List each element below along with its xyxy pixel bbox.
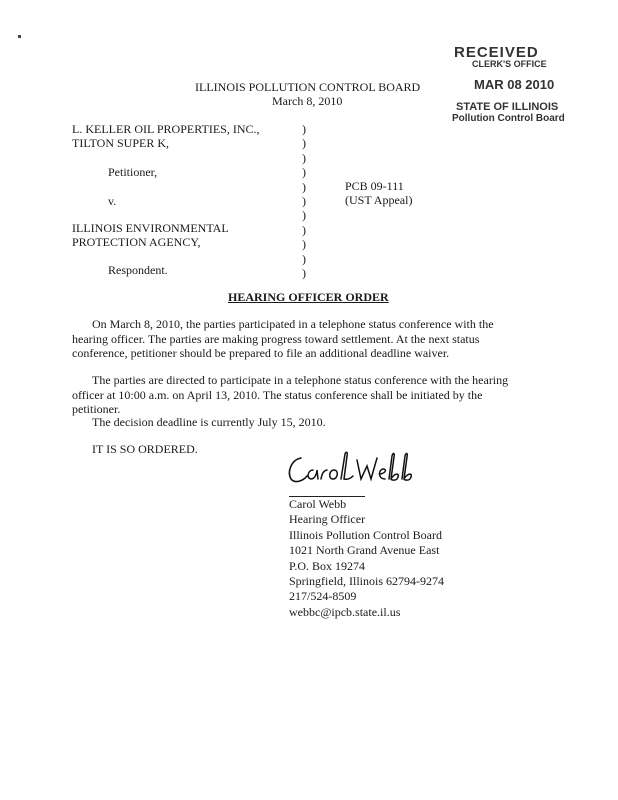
order-paragraph-2: The parties are directed to participate in a telephone status conference with the hearing officer at 10:00 a.m. on April 13, 2010. The status conference shall be initiated by the petitioner. [72,373,509,416]
signer-email: webbc@ipcb.state.il.us [289,604,401,619]
received-stamp [440,44,580,130]
respondent-label: Respondent. [108,263,168,277]
respondent-line1: ILLINOIS ENVIRONMENTAL [72,221,229,235]
order-title: HEARING OFFICER ORDER [228,290,389,304]
case-number: PCB 09-111 [345,179,404,193]
signer-address: 1021 North Grand Avenue East [289,543,440,558]
petitioner-label: Petitioner, [108,165,158,179]
versus: v. [108,194,117,208]
stamp-received: RECEIVED [454,44,539,61]
so-ordered: IT IS SO ORDERED. [92,442,198,456]
document-date: March 8, 2010 [272,94,343,108]
stamp-date: MAR 08 2010 [474,77,555,92]
signer-po-box: P.O. Box 19274 [289,558,366,573]
stamp-clerks-office: CLERK'S OFFICE [472,59,547,69]
board-name: ILLINOIS POLLUTION CONTROL BOARD [195,80,421,94]
petitioner-line1: L. KELLER OIL PROPERTIES, INC., [72,122,260,136]
order-paragraph-3: The decision deadline is currently July 15, 2010. [92,415,326,429]
signature-block [289,497,444,620]
petitioner-line2: TILTON SUPER K, [72,136,170,150]
order-paragraph-1: On March 8, 2010, the parties participated in a telephone status conference with the hearing officer. The parties are making progress toward settlement. At the next status conference, petitioner should be prepared to file an additional deadline waiver. [72,317,494,360]
signer-city: Springfield, Illinois 62794-9274 [289,574,444,589]
caption-parentheses: ) ) ) ) ) ) ) ) ) ) ) [302,122,306,281]
signature-graphic [283,448,418,493]
signer-name: Carol Webb [289,497,347,511]
stamp-state: STATE OF ILLINOIS [456,101,559,113]
case-type: (UST Appeal) [345,193,413,207]
scan-speck [18,35,21,38]
signer-title: Hearing Officer [289,512,366,527]
signer-phone: 217/524-8509 [289,589,357,604]
stamp-board: Pollution Control Board [452,113,565,124]
respondent-line2: PROTECTION AGENCY, [72,235,201,249]
handwritten-signature [283,448,418,493]
signer-organization: Illinois Pollution Control Board [289,527,443,542]
